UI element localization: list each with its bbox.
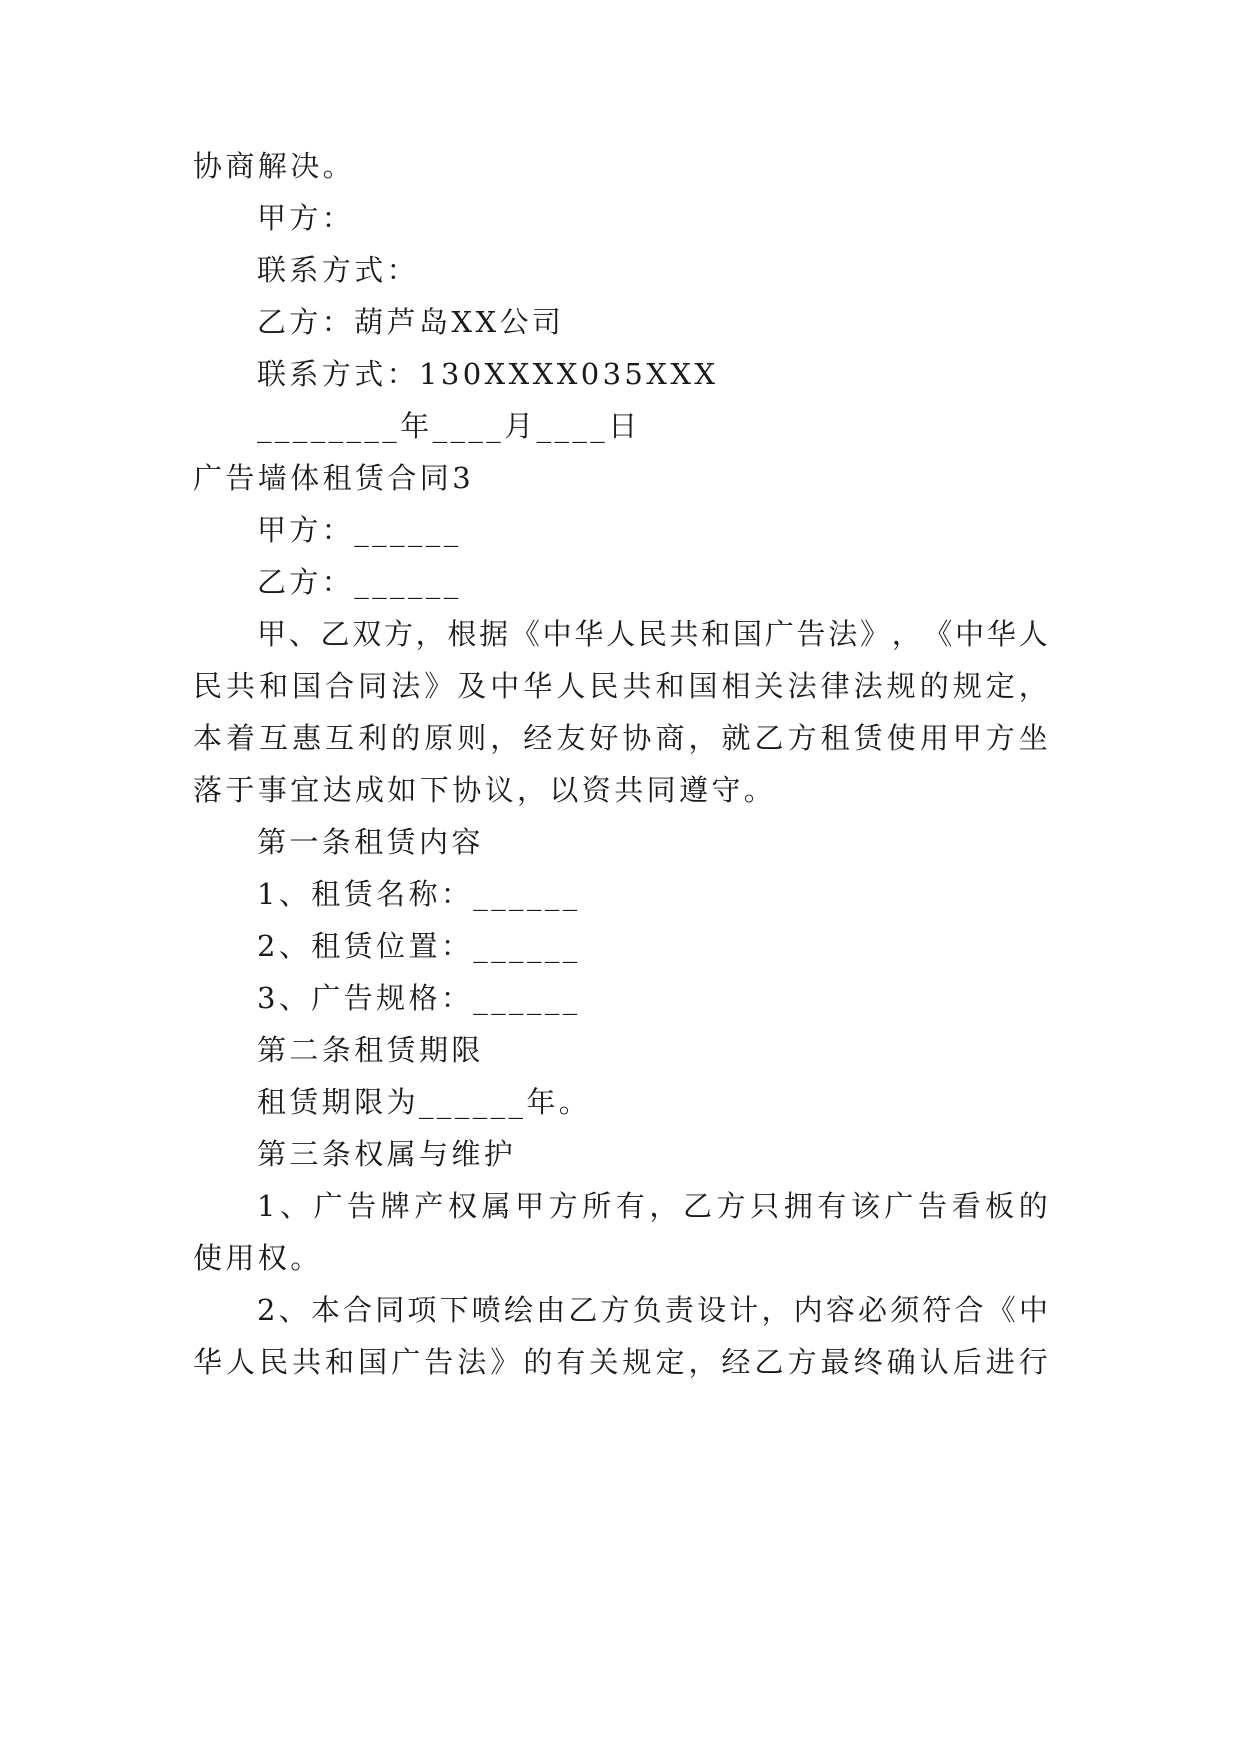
text-char: 法 [828, 617, 858, 651]
text-char: 国 [358, 1345, 388, 1379]
text-char: 1 [257, 1189, 276, 1223]
text-char: 认 [919, 1345, 949, 1379]
paragraph-line: 落于事宜达成如下协议，以资共同遵守。 [193, 773, 777, 807]
text-char: 的 [919, 669, 949, 703]
text-char: 协 [622, 721, 652, 755]
text-char: 乙 [754, 721, 784, 755]
paragraph-line [257, 1290, 1048, 1330]
text-char: 中 [955, 617, 985, 651]
text-char: 方 [716, 1189, 746, 1223]
text-char: 国 [292, 669, 322, 703]
text-char: 由 [536, 1293, 566, 1327]
text-char: 国 [688, 669, 718, 703]
text-char: 进 [985, 1345, 1015, 1379]
text-char: 华 [523, 669, 553, 703]
text-char: 甲 [515, 1189, 545, 1223]
text-char: 则 [457, 721, 487, 755]
text-line: 3、广告规格：______ [257, 981, 581, 1015]
paragraph-line: 使用权。 [193, 1241, 323, 1275]
text-char: 》 [490, 1345, 520, 1379]
text-char: 甲 [257, 617, 287, 651]
text-char: 广 [884, 1189, 914, 1223]
text-char: 惠 [292, 721, 322, 755]
text-char: 产 [414, 1189, 444, 1223]
text-char: 、 [280, 1189, 310, 1223]
text-char: 定 [655, 1345, 685, 1379]
text-char: 该 [850, 1189, 880, 1223]
text-char: 法 [787, 669, 817, 703]
text-char: 双 [352, 617, 382, 651]
text-char: 合 [343, 1293, 373, 1327]
text-char: 告 [424, 1345, 454, 1379]
text-char: 共 [622, 669, 652, 703]
text-char: 利 [358, 721, 388, 755]
text-char: 乙 [754, 1345, 784, 1379]
text-char: 项 [407, 1293, 437, 1327]
text-char: 根 [447, 617, 477, 651]
text-char: 民 [589, 669, 619, 703]
text-char: 法 [391, 669, 421, 703]
text-char: 必 [858, 1293, 888, 1327]
date-line: ________年____月____日 [257, 409, 641, 443]
text-char: 内 [793, 1293, 823, 1327]
text-char: 民 [637, 617, 667, 651]
paragraph-line [257, 614, 1048, 654]
text-char: 拥 [783, 1189, 813, 1223]
text-char: 用 [919, 721, 949, 755]
text-char: 就 [721, 721, 751, 755]
text-char: 使 [886, 721, 916, 755]
article-heading: 第三条权属与维护 [257, 1137, 517, 1171]
text-char: 负 [632, 1293, 662, 1327]
section-title: 广告墙体租赁合同3 [193, 461, 475, 495]
text-char: 国 [733, 617, 763, 651]
text-char: 友 [556, 721, 586, 755]
text-char: 坐 [1018, 721, 1048, 755]
text-char: ， [1018, 669, 1048, 703]
paragraph-line [193, 1342, 1048, 1382]
text-char: 中 [1018, 1293, 1048, 1327]
text-char: 和 [325, 1345, 355, 1379]
text-char: 规 [952, 669, 982, 703]
text-char: 中 [542, 617, 572, 651]
text-char: 告 [796, 617, 826, 651]
text-char: ， [761, 1293, 791, 1327]
text-char: 板 [985, 1189, 1015, 1223]
text-char: 合 [954, 1293, 984, 1327]
text-char: 华 [574, 617, 604, 651]
text-char: 共 [669, 617, 699, 651]
text-char: 喷 [471, 1293, 501, 1327]
text-char: ， [688, 721, 718, 755]
text-char: 同 [358, 669, 388, 703]
text-char: 方 [787, 1345, 817, 1379]
text-char: 租 [820, 721, 850, 755]
text-char: 据 [479, 617, 509, 651]
text-char: 最 [820, 1345, 850, 1379]
text-char: 2 [257, 1293, 276, 1327]
text-char: 有 [556, 1345, 586, 1379]
text-char: 商 [655, 721, 685, 755]
text-char: 律 [820, 669, 850, 703]
text-char: 《 [923, 617, 953, 651]
text-char: 终 [853, 1345, 883, 1379]
text-char: 、 [288, 617, 318, 651]
text-char: 共 [292, 1345, 322, 1379]
text-char: 符 [922, 1293, 952, 1327]
text-char: 关 [754, 669, 784, 703]
text-char: 《 [510, 617, 540, 651]
text-char: 属 [481, 1189, 511, 1223]
text-char: ， [415, 617, 445, 651]
text-char: 和 [655, 669, 685, 703]
text-char: 的 [391, 721, 421, 755]
text-char: 法 [853, 669, 883, 703]
text-line: 租赁期限为______年。 [257, 1085, 592, 1119]
text-line: 2、租赁位置：______ [257, 929, 581, 963]
text-char: 所 [582, 1189, 612, 1223]
text-char: 相 [721, 669, 751, 703]
text-char: 法 [457, 1345, 487, 1379]
text-char: 绘 [503, 1293, 533, 1327]
text-char: 广 [391, 1345, 421, 1379]
text-char: 须 [890, 1293, 920, 1327]
paragraph-line [193, 666, 1048, 706]
text-char: 有 [817, 1189, 847, 1223]
text-char: 及 [457, 669, 487, 703]
text-char: 乙 [682, 1189, 712, 1223]
text-char: 中 [490, 669, 520, 703]
text-char: 好 [589, 721, 619, 755]
text-char: 计 [729, 1293, 759, 1327]
paragraph-line [257, 1186, 1048, 1226]
text-char: 互 [325, 721, 355, 755]
text-char: 广 [313, 1189, 343, 1223]
text-char: 原 [424, 721, 454, 755]
text-char: 关 [589, 1345, 619, 1379]
text-char: 规 [622, 1345, 652, 1379]
text-char: 人 [226, 1345, 256, 1379]
text-char: 》 [424, 669, 454, 703]
text-char: 人 [556, 669, 586, 703]
text-char: 方 [548, 1189, 578, 1223]
article-heading: 第一条租赁内容 [257, 825, 484, 859]
text-char: 容 [825, 1293, 855, 1327]
text-line: 联系方式：130XXXX035XXX [257, 357, 719, 391]
text-char: 》 [859, 617, 889, 651]
text-char: 后 [952, 1345, 982, 1379]
text-char: 告 [918, 1189, 948, 1223]
text-char: 广 [764, 617, 794, 651]
text-line: 联系方式： [257, 253, 420, 287]
text-char: 民 [259, 1345, 289, 1379]
text-char: 方 [985, 721, 1015, 755]
article-heading: 第二条租赁期限 [257, 1033, 484, 1067]
text-char: 赁 [853, 721, 883, 755]
text-char: 方 [600, 1293, 630, 1327]
text-char: ， [649, 1189, 679, 1223]
text-char: 互 [259, 721, 289, 755]
text-char: 同 [375, 1293, 405, 1327]
text-char: 经 [721, 1345, 751, 1379]
text-char: 只 [750, 1189, 780, 1223]
text-char: 方 [383, 617, 413, 651]
text-line: 协商解决。 [193, 149, 356, 183]
text-char: 定 [985, 669, 1015, 703]
text-char: 华 [193, 1345, 223, 1379]
text-char: 《 [986, 1293, 1016, 1327]
text-char: 乙 [568, 1293, 598, 1327]
text-char: 设 [697, 1293, 727, 1327]
text-char: 方 [787, 721, 817, 755]
text-char: 行 [1018, 1345, 1048, 1379]
text-char: 人 [606, 617, 636, 651]
text-char: 责 [664, 1293, 694, 1327]
text-char: 着 [226, 721, 256, 755]
text-char: 的 [1018, 1189, 1048, 1223]
text-char: 告 [347, 1189, 377, 1223]
text-line: 甲方： [257, 201, 355, 235]
text-char: 本 [310, 1293, 340, 1327]
text-char: 本 [193, 721, 223, 755]
text-char: 共 [226, 669, 256, 703]
text-char: 华 [986, 617, 1016, 651]
text-line: 甲方：______ [257, 513, 462, 547]
paragraph-line [193, 718, 1048, 758]
text-line: 乙方：葫芦岛XX公司 [257, 305, 565, 339]
text-char: 甲 [952, 721, 982, 755]
text-char: 权 [447, 1189, 477, 1223]
text-char: 乙 [320, 617, 350, 651]
text-char: 经 [523, 721, 553, 755]
text-char: 、 [278, 1293, 308, 1327]
text-char: 牌 [380, 1189, 410, 1223]
text-char: 规 [886, 669, 916, 703]
text-char: ， [891, 617, 921, 651]
text-char: 的 [523, 1345, 553, 1379]
text-line: 1、租赁名称：______ [257, 877, 581, 911]
text-char: 民 [193, 669, 223, 703]
text-char: 确 [886, 1345, 916, 1379]
text-char: ， [688, 1345, 718, 1379]
text-char: 和 [259, 669, 289, 703]
text-char: 和 [701, 617, 731, 651]
text-line: 乙方：______ [257, 565, 462, 599]
text-char: ， [490, 721, 520, 755]
text-char: 有 [615, 1189, 645, 1223]
text-char: 看 [951, 1189, 981, 1223]
text-char: 人 [1018, 617, 1048, 651]
text-char: 下 [439, 1293, 469, 1327]
text-char: 合 [325, 669, 355, 703]
